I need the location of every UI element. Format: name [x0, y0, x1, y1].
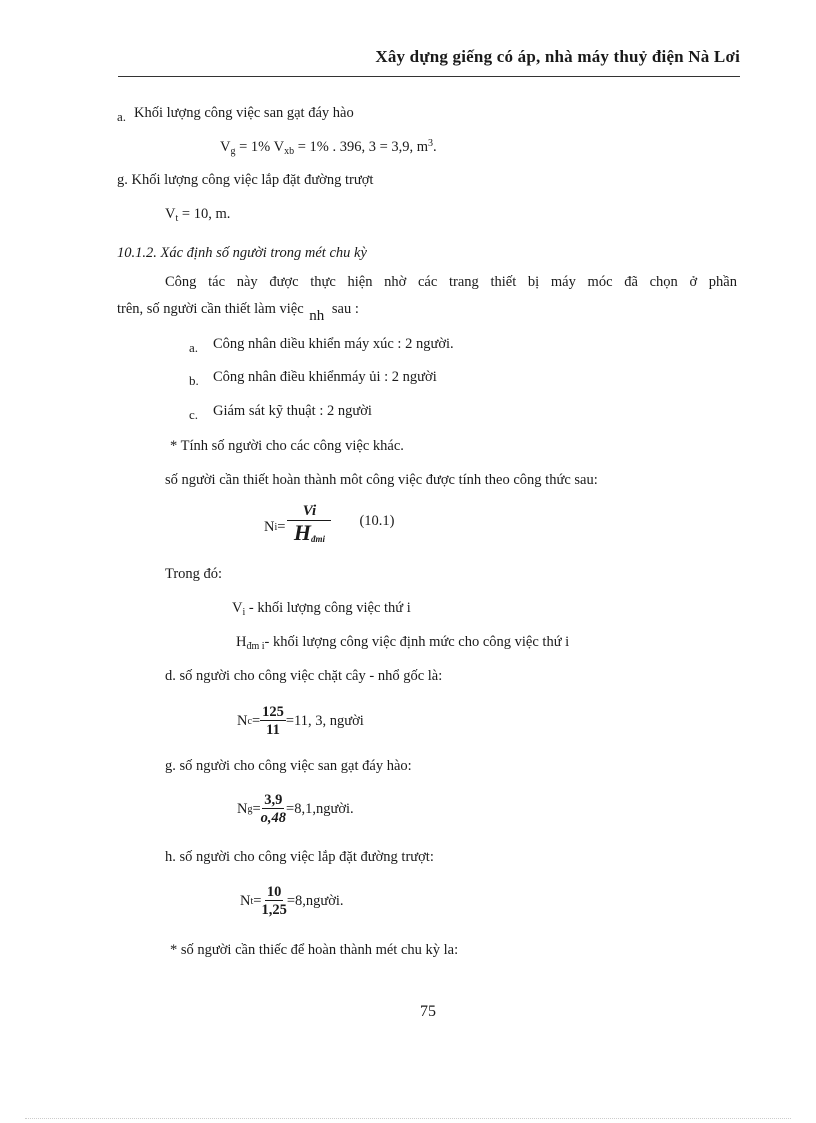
item-a-text: Khối lượng công việc san gạt đáy hào	[134, 105, 354, 121]
page-number: 75	[420, 1003, 436, 1020]
item-g: g. Khối lượng công việc lắp đặt đường trượt	[117, 172, 374, 188]
legend-v: $V_i$ - khối lượng công việc thứ i	[232, 600, 411, 618]
calc-d-formula: N c = $\frac{125}{11}$ =11, 3, người	[237, 703, 364, 738]
header-rule	[118, 76, 740, 77]
paragraph-line-2: trên, số người cần thiết làm việc nh sau :	[117, 301, 359, 324]
formula-main-fraction: $\frac{Vi}{H_{đmi}}$	[287, 503, 331, 551]
note-other-jobs: * Tính số người cho các công việc khác.	[170, 438, 404, 454]
list-item: c. Giám sát kỹ thuật : 2 người	[189, 403, 372, 422]
formula-vt: $V_t = 10$, m.	[165, 206, 231, 224]
legend-title: Trong đó:	[165, 566, 223, 582]
equation-number: (10.1)	[359, 512, 395, 529]
item-a-label: a.	[117, 109, 127, 124]
paragraph-line-1: Công tác này được thực hiện nhờ các trang thiết bị máy móc đã chọn ở phần	[165, 274, 737, 290]
formula-vg: $V_g = 1\%$ $V_{xb} = 1\%$ . 396, 3 = 3,9, $m^3$.	[220, 138, 437, 157]
calc-g-text: g. số người cho công việc san gạt đáy hào:	[165, 758, 412, 774]
calc-g-formula: N g = $\frac{3,9}{o,48}$ =8,1,người.	[237, 791, 354, 826]
item-a	[117, 105, 354, 122]
legend-h: $H_{đm i}-$ khối lượng công việc định mức cho công việc thứ i	[236, 634, 570, 652]
calc-h-text: h. số người cho công việc lắp đặt đường trượt:	[165, 849, 434, 865]
page-bottom-border	[25, 1118, 791, 1119]
calc-d-text: d. số người cho công việc chặt cây - nhổ gốc là:	[165, 668, 443, 684]
nh-subscript: nh	[309, 308, 325, 324]
list-item: b. Công nhân điều khiểnmáy ủi : 2 người	[189, 369, 437, 388]
running-header: Xây dựng giếng có áp, nhà máy thuỷ điện Nà Lơi	[375, 47, 740, 66]
section-heading: 10.1.2. Xác định số người trong mét chu kỳ	[117, 245, 367, 261]
final-note: * số người cần thiếc để hoàn thành mét chu kỳ la:	[170, 942, 459, 958]
formula-main: N i = $\frac{Vi}{H_{đmi}}$ (10.1)	[264, 502, 395, 552]
list-item: a. Công nhân diều khiển máy xúc : 2 người.	[189, 336, 454, 355]
formula-intro: số người cần thiết hoàn thành môt công việc được tính theo công thức sau:	[165, 472, 598, 488]
calc-h-formula: N t = $\frac{10}{1,25}$ =8,người.	[240, 883, 344, 918]
